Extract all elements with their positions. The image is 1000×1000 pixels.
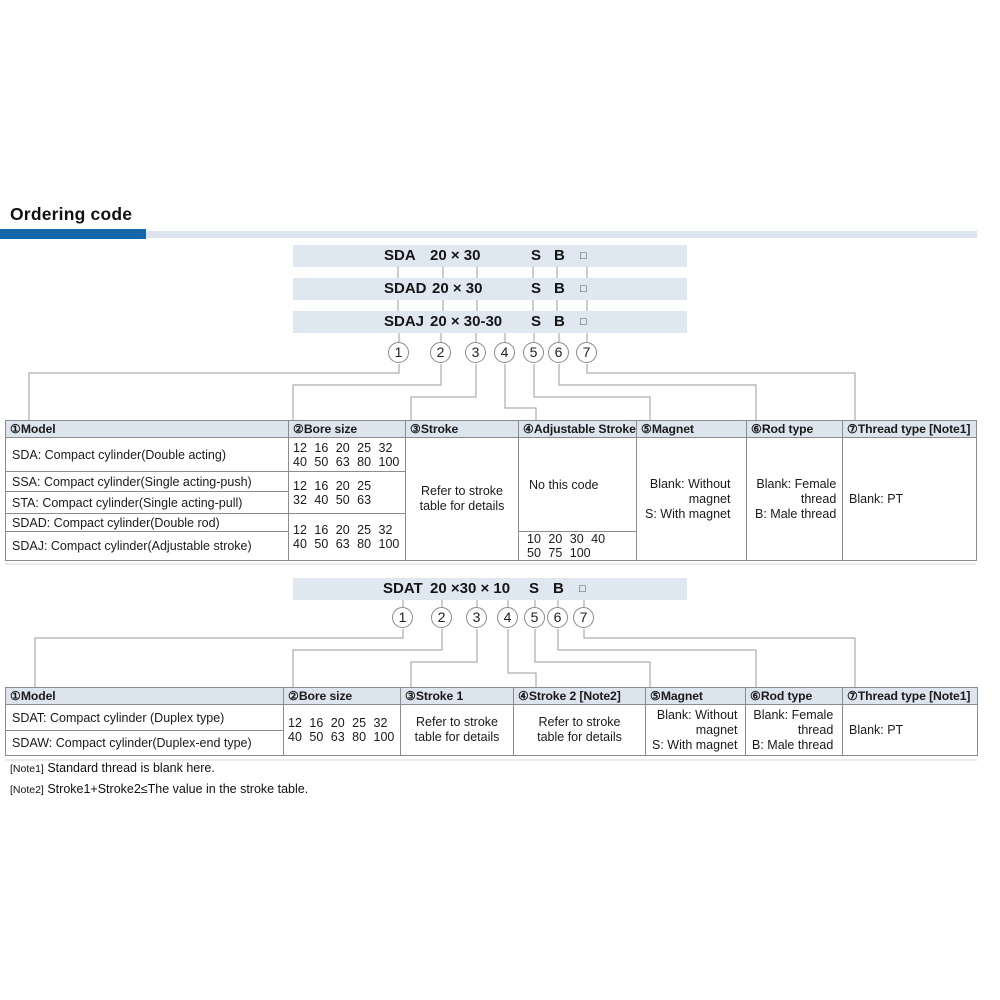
t2-cell-bore bbox=[284, 705, 401, 756]
t1-cell-bore-ssa-sta bbox=[289, 472, 406, 514]
code-rod: B bbox=[553, 580, 564, 597]
magnet-option-line3: S: With magnet bbox=[645, 506, 731, 521]
position-circle-3: 3 bbox=[466, 607, 487, 628]
note-1 bbox=[10, 761, 215, 775]
position-circle-2: 2 bbox=[431, 607, 452, 628]
t1-cell-stroke bbox=[406, 438, 519, 561]
ordering-table-2 bbox=[5, 687, 978, 756]
t2-header-magnet: ⑤Magnet bbox=[646, 688, 746, 705]
code-bore-stroke: 20 × 30-30 bbox=[430, 313, 503, 330]
code-model: SDAD bbox=[384, 280, 427, 297]
rod-option-line2: thread bbox=[797, 722, 834, 737]
note-2 bbox=[10, 782, 308, 796]
position-circle-4: 4 bbox=[494, 342, 515, 363]
t1-cell-model-sda: SDA: Compact cylinder(Double acting) bbox=[6, 438, 289, 472]
bore-values-line2: 32 40 50 63 bbox=[293, 492, 372, 507]
t2-header-bore-size: ②Bore size bbox=[284, 688, 401, 705]
rod-option-line1: Blank: Female bbox=[753, 707, 834, 722]
magnet-option-line1: Blank: Without bbox=[649, 476, 731, 491]
code-thread-placeholder: □ bbox=[580, 250, 587, 262]
ordering-table-1 bbox=[5, 420, 977, 561]
code-bar-sda bbox=[293, 245, 687, 267]
title-rule-accent bbox=[0, 229, 146, 239]
magnet-option-line3: S: With magnet bbox=[652, 737, 738, 752]
stroke-note-line1: Refer to stroke bbox=[421, 484, 503, 498]
bore-values-line1: 12 16 20 25 bbox=[293, 478, 372, 493]
code-magnet: S bbox=[529, 580, 540, 597]
magnet-option-line2: magnet bbox=[695, 722, 738, 737]
code-model: SDAT bbox=[383, 580, 423, 597]
code-bore-stroke: 20 ×30 × 10 bbox=[430, 580, 511, 597]
note-2-tag: [Note2] bbox=[10, 784, 44, 796]
bore-values-line2: 40 50 63 80 100 bbox=[293, 454, 400, 469]
stroke1-note-line2: table for details bbox=[414, 730, 500, 744]
magnet-option-line2: magnet bbox=[688, 491, 731, 506]
stroke1-note-line1: Refer to stroke bbox=[416, 715, 498, 729]
position-circle-1: 1 bbox=[392, 607, 413, 628]
t1-cell-adjustable-values bbox=[519, 532, 637, 561]
t2-header-model: ①Model bbox=[6, 688, 284, 705]
t2-header-stroke2: ④Stroke 2 [Note2] bbox=[514, 688, 646, 705]
rod-type-options bbox=[752, 708, 833, 753]
stroke-note-line2: table for details bbox=[419, 499, 505, 513]
t1-cell-model-sdad: SDAD: Compact cylinder(Double rod) bbox=[6, 514, 289, 532]
t1-cell-model-ssa: SSA: Compact cylinder(Single acting-push) bbox=[6, 472, 289, 492]
t1-cell-rod-type bbox=[747, 438, 843, 561]
t2-header-rod-type: ⑥Rod type bbox=[746, 688, 843, 705]
stroke2-note-line1: Refer to stroke bbox=[538, 715, 621, 729]
code-bar-sdaj bbox=[293, 311, 687, 333]
t2-cell-rod-type bbox=[746, 705, 843, 756]
code-rod: B bbox=[554, 280, 565, 297]
code-rod: B bbox=[554, 247, 565, 264]
t2-header-stroke1: ③Stroke 1 bbox=[401, 688, 514, 705]
code-thread-placeholder: □ bbox=[579, 583, 586, 595]
adjustable-values-line1: 10 20 30 40 bbox=[527, 532, 606, 546]
magnet-option-line1: Blank: Without bbox=[656, 707, 738, 722]
position-circle-3: 3 bbox=[465, 342, 486, 363]
note-1-text: Standard thread is blank here. bbox=[47, 761, 215, 775]
code-model: SDA bbox=[384, 247, 416, 264]
t2-cell-model-sdat: SDAT: Compact cylinder (Duplex type) bbox=[6, 705, 284, 731]
bore-values-line1: 12 16 20 25 32 bbox=[288, 716, 388, 730]
position-circle-4: 4 bbox=[497, 607, 518, 628]
t2-cell-thread-type: Blank: PT bbox=[843, 705, 978, 756]
position-circle-7: 7 bbox=[573, 607, 594, 628]
position-circle-7: 7 bbox=[576, 342, 597, 363]
position-circle-6: 6 bbox=[548, 342, 569, 363]
bore-values-line2: 40 50 63 80 100 bbox=[288, 730, 395, 744]
t1-header-bore-size: ②Bore size bbox=[289, 421, 406, 438]
t1-header-rod-type: ⑥Rod type bbox=[747, 421, 843, 438]
t2-cell-model-sdaw: SDAW: Compact cylinder(Duplex-end type) bbox=[6, 731, 284, 756]
rod-option-line3: B: Male thread bbox=[755, 506, 837, 521]
note-1-tag: [Note1] bbox=[10, 763, 44, 775]
page-title: Ordering code bbox=[10, 204, 133, 224]
position-circle-5: 5 bbox=[524, 607, 545, 628]
title-rule-light bbox=[146, 231, 977, 238]
bore-values-line1: 12 16 20 25 32 bbox=[293, 523, 393, 537]
rod-option-line1: Blank: Female bbox=[756, 476, 837, 491]
t1-cell-model-sta: STA: Compact cylinder(Single acting-pull) bbox=[6, 492, 289, 514]
code-rod: B bbox=[554, 313, 565, 330]
t1-header-stroke: ③Stroke bbox=[406, 421, 519, 438]
code-magnet: S bbox=[531, 280, 542, 297]
note-2-text: Stroke1+Stroke2≤The value in the stroke table. bbox=[47, 782, 309, 796]
adjustable-values-line2: 50 75 100 bbox=[527, 546, 591, 560]
rod-type-options bbox=[755, 477, 836, 522]
rod-option-line2: thread bbox=[800, 491, 837, 506]
t1-cell-magnet bbox=[637, 438, 747, 561]
code-thread-placeholder: □ bbox=[580, 283, 587, 295]
t1-cell-thread-type: Blank: PT bbox=[843, 438, 977, 561]
t1-header-adjustable-stroke: ④Adjustable Stroke bbox=[519, 421, 637, 438]
code-magnet: S bbox=[531, 313, 542, 330]
t1-header-model: ①Model bbox=[6, 421, 289, 438]
code-model: SDAJ bbox=[384, 313, 425, 330]
t1-header-magnet: ⑤Magnet bbox=[637, 421, 747, 438]
stroke2-note-line2: table for details bbox=[537, 730, 622, 744]
t1-cell-model-sdaj: SDAJ: Compact cylinder(Adjustable stroke) bbox=[6, 532, 289, 561]
position-circle-2: 2 bbox=[430, 342, 451, 363]
position-circle-6: 6 bbox=[547, 607, 568, 628]
t2-cell-stroke2 bbox=[514, 705, 646, 756]
t1-header-thread-type: ⑦Thread type [Note1] bbox=[843, 421, 977, 438]
code-thread-placeholder: □ bbox=[580, 316, 587, 328]
code-magnet: S bbox=[531, 247, 542, 264]
bore-values-line1: 12 16 20 25 32 bbox=[293, 440, 393, 455]
position-circle-5: 5 bbox=[523, 342, 544, 363]
bore-values-line2: 40 50 63 80 100 bbox=[293, 537, 400, 551]
code-bar-sdat bbox=[293, 578, 687, 600]
code-bar-sdad bbox=[293, 278, 687, 300]
t1-cell-bore-sda bbox=[289, 438, 406, 472]
t2-cell-magnet bbox=[646, 705, 746, 756]
magnet-options bbox=[645, 477, 730, 522]
code-bore-stroke: 20 × 30 bbox=[430, 247, 481, 264]
position-circle-1: 1 bbox=[388, 342, 409, 363]
t1-cell-adjustable-none: No this code bbox=[519, 438, 637, 532]
code-bore-stroke: 20 × 30 bbox=[432, 280, 483, 297]
t2-cell-stroke1 bbox=[401, 705, 514, 756]
rod-option-line3: B: Male thread bbox=[752, 737, 834, 752]
magnet-options bbox=[652, 708, 737, 753]
t1-cell-bore-sdad-sdaj bbox=[289, 514, 406, 561]
t2-header-thread-type: ⑦Thread type [Note1] bbox=[843, 688, 978, 705]
